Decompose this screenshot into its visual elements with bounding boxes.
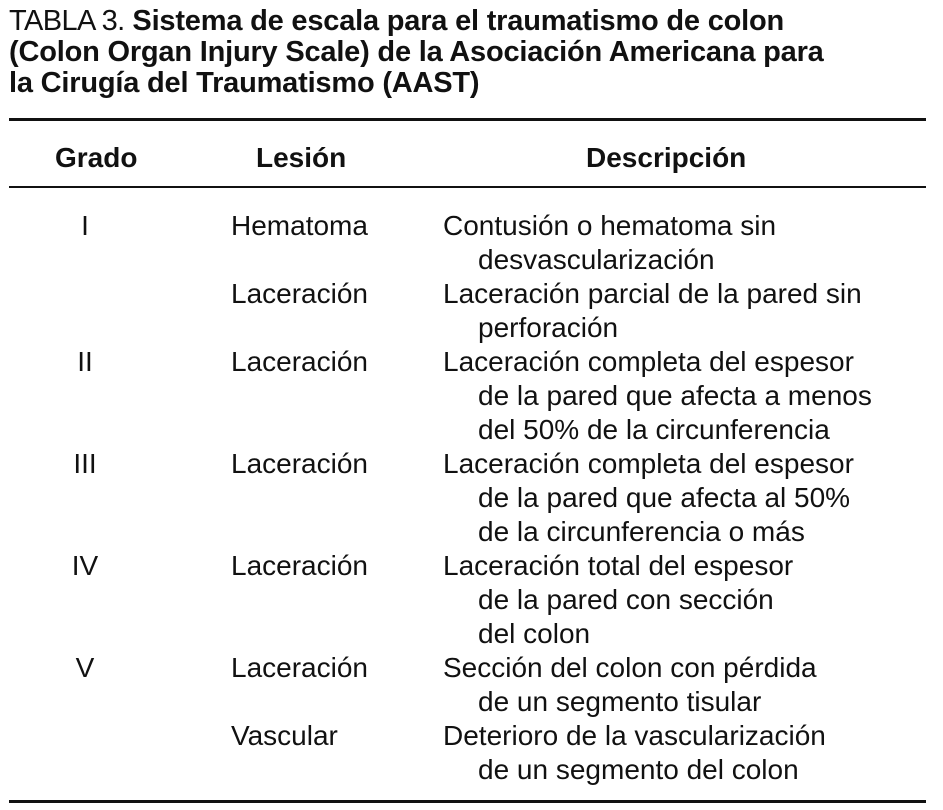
table-header-row bbox=[0, 138, 943, 178]
lesion-cell: Laceración bbox=[231, 652, 368, 683]
description-line: de la pared que afecta al 50% bbox=[478, 482, 851, 513]
header-descripcion: Descripción bbox=[586, 142, 747, 173]
top-rule bbox=[9, 118, 926, 121]
lesion-cell: Laceración bbox=[231, 278, 368, 309]
description-line: del 50% de la circunferencia bbox=[478, 414, 830, 445]
description-line: de un segmento tisular bbox=[478, 686, 762, 717]
description-line: de la circunferencia o más bbox=[478, 516, 805, 547]
description-line: Contusión o hematoma sin bbox=[443, 210, 777, 241]
table-body bbox=[0, 209, 943, 787]
description-cell bbox=[443, 345, 923, 447]
table-row bbox=[0, 345, 943, 447]
description-cell bbox=[443, 277, 923, 345]
description-line: Laceración completa del espesor bbox=[443, 448, 854, 479]
lesion-cell: Laceración bbox=[231, 346, 368, 377]
table-row bbox=[0, 447, 943, 549]
table-title-line: (Colon Organ Injury Scale) de la Asociación Americana para bbox=[9, 36, 824, 68]
table-caption bbox=[9, 6, 934, 99]
description-line: Sección del colon con pérdida bbox=[443, 652, 817, 683]
lesion-cell: Laceración bbox=[231, 448, 368, 479]
description-cell bbox=[443, 719, 923, 787]
table-row bbox=[0, 549, 943, 651]
table-row bbox=[0, 719, 943, 787]
description-line: perforación bbox=[478, 312, 619, 343]
grade-cell: III bbox=[73, 448, 97, 479]
header-rule bbox=[9, 186, 926, 188]
grade-cell: I bbox=[81, 210, 89, 241]
bottom-rule bbox=[9, 800, 926, 803]
table-title-line: Sistema de escala para el traumatismo de colon bbox=[132, 5, 785, 37]
lesion-cell: Laceración bbox=[231, 550, 368, 581]
description-line: Laceración total del espesor bbox=[443, 550, 794, 581]
description-cell bbox=[443, 447, 923, 549]
description-line: Laceración completa del espesor bbox=[443, 346, 854, 377]
description-line: del colon bbox=[478, 618, 591, 649]
grade-cell: II bbox=[77, 346, 93, 377]
grade-cell: V bbox=[75, 652, 95, 683]
description-line: Laceración parcial de la pared sin bbox=[443, 278, 862, 309]
description-line: desvascularización bbox=[478, 244, 715, 275]
description-line: de un segmento del colon bbox=[478, 754, 799, 785]
table-number-label: TABLA 3. bbox=[9, 5, 125, 37]
description-cell bbox=[443, 651, 923, 719]
table-row bbox=[0, 651, 943, 719]
table-title bbox=[9, 5, 824, 99]
table-row bbox=[0, 209, 943, 277]
header-lesion: Lesión bbox=[256, 142, 347, 173]
header-grado: Grado bbox=[55, 142, 138, 173]
description-line: de la pared con sección bbox=[478, 584, 774, 615]
description-line: Deterioro de la vascularización bbox=[443, 720, 826, 751]
grade-cell: IV bbox=[71, 550, 99, 581]
description-cell bbox=[443, 549, 923, 651]
lesion-cell: Hematoma bbox=[231, 210, 368, 241]
table-title-line: la Cirugía del Traumatismo (AAST) bbox=[9, 67, 480, 99]
description-cell bbox=[443, 209, 923, 277]
description-line: de la pared que afecta a menos bbox=[478, 380, 872, 411]
lesion-cell: Vascular bbox=[231, 720, 338, 751]
table-row bbox=[0, 277, 943, 345]
